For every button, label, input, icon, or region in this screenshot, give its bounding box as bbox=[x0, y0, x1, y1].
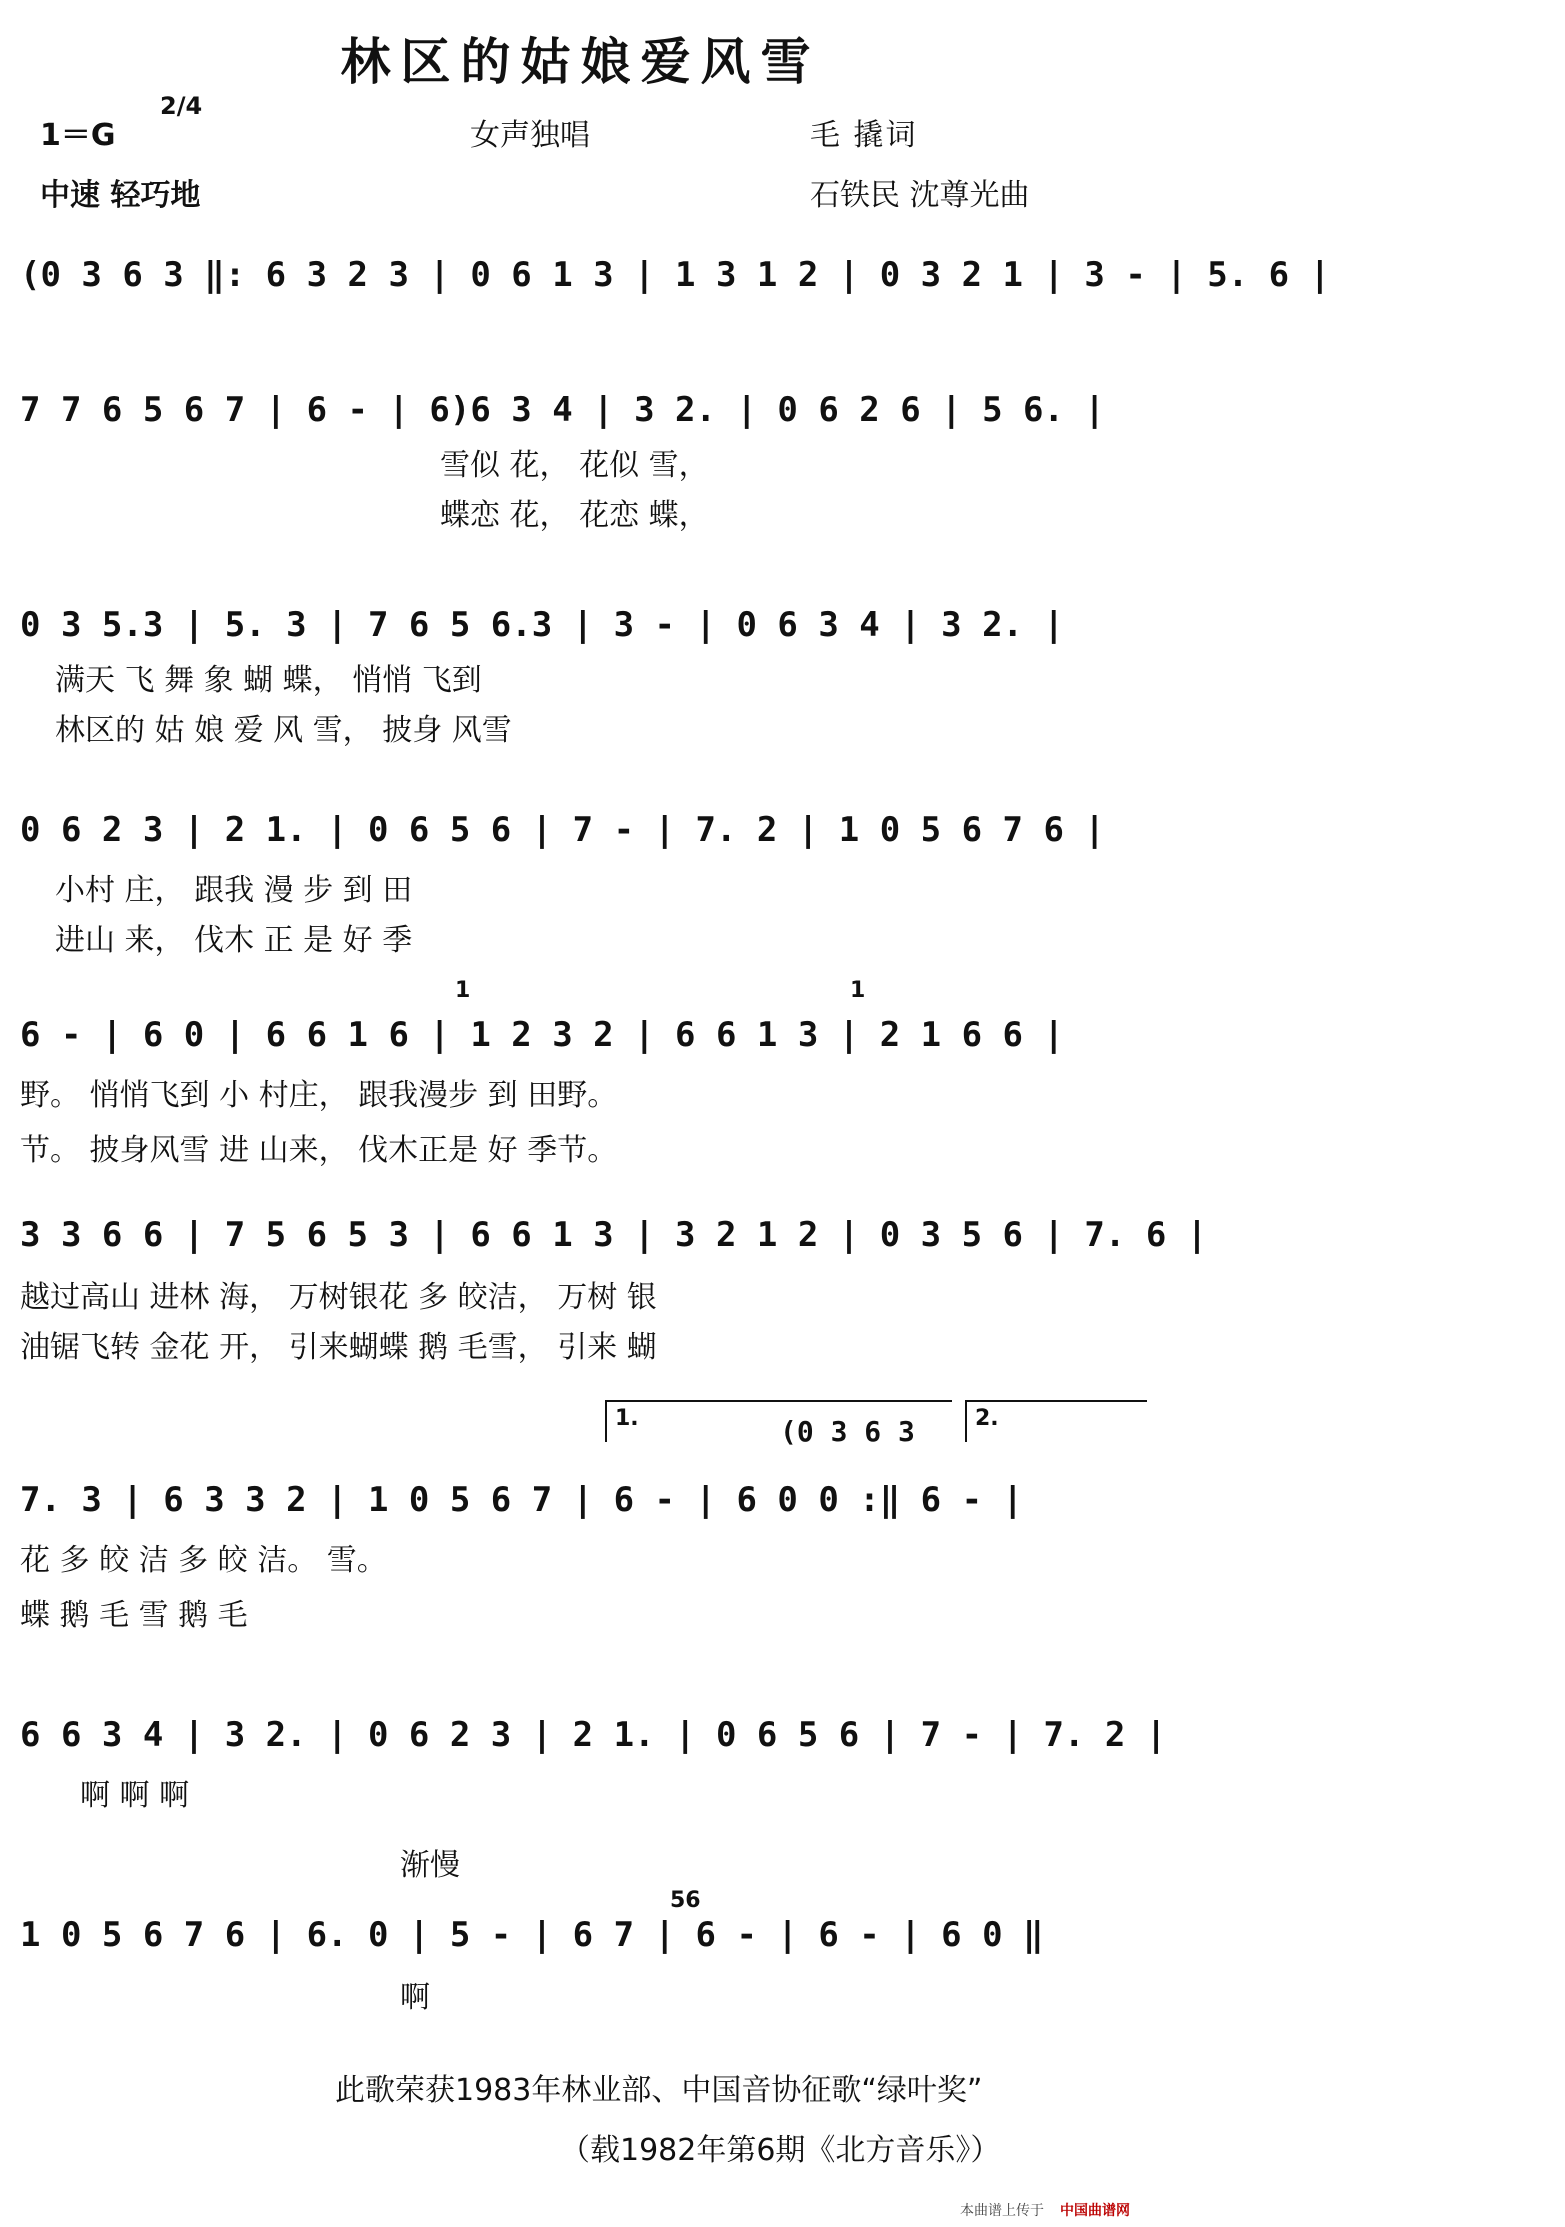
lyric-line-1: 野。 悄悄飞到 小 村庄， 跟我漫步 到 田野。 bbox=[20, 1078, 618, 1113]
tempo-marking: 中速 轻巧地 bbox=[40, 178, 201, 213]
lyric-line-1: 满天 飞 舞 象 蝴 蝶， 悄悄 飞到 bbox=[55, 663, 482, 698]
performance-type: 女声独唱 bbox=[470, 118, 590, 153]
source-note: （载1982年第6期《北方音乐》） bbox=[560, 2133, 1001, 2168]
tempo-change-mark: 渐慢 bbox=[400, 1848, 460, 1883]
lyric-line-2: 蝶恋 花， 花恋 蝶， bbox=[440, 498, 709, 533]
inner-prelude: (0 3 6 3 bbox=[780, 1415, 915, 1448]
notation-line: 1 0 5 6 7 6 | 6. 0 | 5 - | 6 7 | 6 - | 6 - | 6 0 ‖ bbox=[20, 1915, 1044, 1955]
award-note: 此歌荣获1983年林业部、中国音协征歌“绿叶奖” bbox=[335, 2073, 983, 2108]
notation-line: (0 3 6 3 ‖: 6 3 2 3 | 0 6 1 3 | 1 3 1 2 | 0 3 2 1 | 3 - | 5. 6 | bbox=[20, 255, 1331, 295]
notation-line: 7 7 6 5 6 7 | 6 - | 6)6 3 4 | 3 2. | 0 6 2 6 | 5 6. | bbox=[20, 390, 1105, 430]
site-watermark: 中国曲谱网 bbox=[1060, 2203, 1130, 2219]
notation-line: 7. 3 | 6 3 3 2 | 1 0 5 6 7 | 6 - | 6 0 0 :‖ 6 - | bbox=[20, 1480, 1024, 1520]
lyric-line-1: 越过高山 进林 海， 万树银花 多 皎洁， 万树 银 bbox=[20, 1280, 657, 1315]
notation-line: 0 6 2 3 | 2 1. | 0 6 5 6 | 7 - | 7. 2 | 1 0 5 6 7 6 | bbox=[20, 810, 1105, 850]
grace-note: 1 bbox=[455, 978, 471, 1003]
notation-line: 0 3 5.3 | 5. 3 | 7 6 5 6.3 | 3 - | 0 6 3 4 | 3 2. | bbox=[20, 605, 1064, 645]
song-title: 林区的姑娘爱风雪 bbox=[340, 33, 821, 91]
lyric-line-2: 林区的 姑 娘 爱 风 雪， 披身 风雪 bbox=[55, 713, 512, 748]
notation-line: 3 3 6 6 | 7 5 6 5 3 | 6 6 1 3 | 3 2 1 2 | 0 3 5 6 | 7. 6 | bbox=[20, 1215, 1208, 1255]
lyric-line-2: 蝶 鹅 毛 雪 鹅 毛 bbox=[20, 1598, 248, 1633]
volta-bracket-2: 2. bbox=[965, 1400, 1147, 1442]
notation-line: 6 - | 6 0 | 6 6 1 6 | 1 2 3 2 | 6 6 1 3 | 2 1 6 6 | bbox=[20, 1015, 1064, 1055]
volta-bracket-1: 1. bbox=[605, 1400, 952, 1442]
lyric-line-1: 啊 bbox=[400, 1980, 430, 2015]
notation-line: 6 6 3 4 | 3 2. | 0 6 2 3 | 2 1. | 0 6 5 6 | 7 - | 7. 2 | bbox=[20, 1715, 1167, 1755]
key-signature: 1＝G bbox=[40, 118, 116, 153]
lyric-line-2: 油锯飞转 金花 开， 引来蝴蝶 鹅 毛雪， 引来 蝴 bbox=[20, 1330, 657, 1365]
grace-note: 56 bbox=[670, 1888, 701, 1913]
lyric-line-1: 啊 啊 啊 bbox=[80, 1778, 190, 1813]
lyricist-credit: 毛 撬词 bbox=[810, 118, 918, 153]
uploader-label: 本曲谱上传于 bbox=[960, 2203, 1044, 2219]
lyric-line-1: 花 多 皎 洁 多 皎 洁。 雪。 bbox=[20, 1543, 387, 1578]
lyric-line-2: 进山 来， 伐木 正 是 好 季 bbox=[55, 923, 413, 958]
lyric-line-2: 节。 披身风雪 进 山来， 伐木正是 好 季节。 bbox=[20, 1133, 618, 1168]
composer-credit: 石铁民 沈尊光曲 bbox=[810, 178, 1030, 213]
lyric-line-1: 小村 庄， 跟我 漫 步 到 田 bbox=[55, 873, 413, 908]
lyric-line-1: 雪似 花， 花似 雪， bbox=[440, 448, 709, 483]
grace-note: 1 bbox=[850, 978, 866, 1003]
time-signature: 2/4 bbox=[160, 92, 203, 120]
